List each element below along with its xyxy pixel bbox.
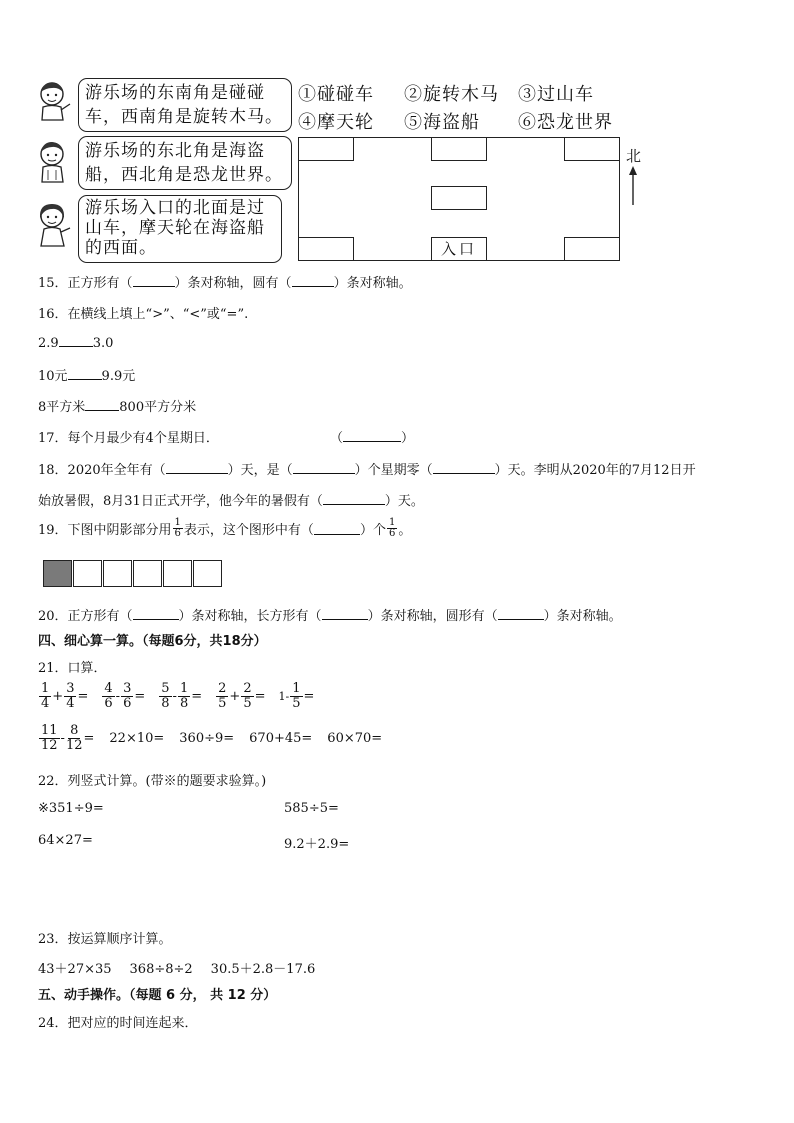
q23-expr-3: 30.5＋2.8－17.6 bbox=[210, 962, 316, 977]
q16-r1-left: 2.9 bbox=[38, 336, 59, 351]
q19-text-b: 表示，这个图形中有（ bbox=[183, 523, 314, 538]
boy-1-icon bbox=[41, 83, 70, 120]
q18-text-e: 始放暑假，8月31日正式开学，他今年的暑假有（ bbox=[38, 494, 323, 509]
q21-item-7: 22×10= bbox=[109, 731, 165, 746]
map-slot-northeast bbox=[564, 138, 619, 161]
question-21-title: 21．口算． bbox=[38, 661, 107, 676]
question-18-line1 bbox=[38, 459, 696, 478]
q18-text-b: ）天，是（ bbox=[227, 463, 293, 478]
option-2: ②旋转木马 bbox=[404, 84, 499, 105]
q21-row-2 bbox=[38, 724, 382, 753]
q21-row-1 bbox=[38, 682, 314, 711]
q18-text-f: ）天。 bbox=[384, 494, 424, 509]
q16-r2-left: 10元 bbox=[38, 369, 68, 384]
option-5: ⑤海盗船 bbox=[404, 112, 480, 133]
q18-blank-1[interactable] bbox=[166, 461, 228, 474]
shaded-strip bbox=[43, 560, 225, 587]
bubble-1-line1: 游乐场的东南角是碰碰 bbox=[85, 83, 265, 103]
q22-item-c: 64×27= bbox=[38, 833, 93, 848]
strip-cell bbox=[103, 560, 132, 587]
q18-blank-3[interactable] bbox=[433, 461, 495, 474]
strip-cell-shaded bbox=[43, 560, 72, 587]
speech-bubble-2 bbox=[78, 136, 292, 190]
question-18-line2 bbox=[38, 490, 424, 509]
bubble-3-line3: 的西面。 bbox=[85, 238, 157, 258]
q15-blank-1[interactable] bbox=[133, 274, 175, 287]
map-slot-southeast bbox=[564, 237, 619, 260]
q19-text-d: 。 bbox=[398, 523, 412, 538]
question-20 bbox=[38, 605, 622, 624]
q21-item-6: 11 12 - $\frac{8}{12}$ = bbox=[41, 723, 95, 753]
section-5-heading: 五、动手操作。（每题 6 分， 共 12 分） bbox=[38, 988, 277, 1003]
q21-item-4: 2 5 + $\frac{2}{5}$ = bbox=[218, 681, 266, 711]
q18-blank-4[interactable] bbox=[323, 492, 385, 505]
q21-item-5: 1- $\frac{1}{5}$ = bbox=[278, 681, 315, 711]
q17-text: 17．每个月最少有4个星期日． bbox=[38, 431, 219, 446]
question-17 bbox=[38, 427, 418, 446]
strip-cell bbox=[133, 560, 162, 587]
q19-blank[interactable] bbox=[314, 522, 360, 535]
option-6: ⑥恐龙世界 bbox=[518, 112, 613, 133]
q16-r2-blank[interactable] bbox=[68, 367, 102, 380]
q16-r1-blank[interactable] bbox=[59, 334, 93, 347]
map-entrance: 入口 bbox=[431, 237, 487, 260]
q15-text-a: 15．正方形有（ bbox=[38, 276, 133, 291]
option-1: ①碰碰车 bbox=[298, 84, 374, 105]
question-22-title: 22．列竖式计算。(带※的题要求验算。) bbox=[38, 774, 267, 789]
children-illustration bbox=[34, 80, 74, 260]
q19-fraction-1: 1 6 bbox=[174, 517, 181, 539]
q22-item-a: ※351÷9= bbox=[38, 801, 104, 816]
q19-text-a: 19．下图中阴影部分用 bbox=[38, 523, 172, 538]
q19-fraction-2: 1 6 bbox=[388, 517, 396, 539]
north-arrow-icon bbox=[627, 165, 639, 207]
question-19 bbox=[38, 518, 411, 539]
q20-blank-2[interactable] bbox=[322, 607, 368, 620]
strip-cell bbox=[73, 560, 102, 587]
boy-2-icon bbox=[41, 142, 63, 182]
option-3: ③过山车 bbox=[518, 84, 594, 105]
speech-bubble-3 bbox=[78, 195, 282, 263]
q23-exprs bbox=[38, 958, 315, 977]
strip-cell bbox=[193, 560, 222, 587]
q18-text-a: 18．2020年全年有（ bbox=[38, 463, 166, 478]
q20-text-a: 20．正方形有（ bbox=[38, 609, 133, 624]
amusement-park-map bbox=[298, 137, 620, 261]
q16-row-1 bbox=[38, 334, 113, 351]
q23-expr-1: 43＋27×35 bbox=[38, 962, 112, 977]
map-slot-north bbox=[431, 138, 487, 161]
q16-r3-right: 800平方分米 bbox=[119, 400, 197, 415]
strip-cell bbox=[163, 560, 192, 587]
option-4: ④摩天轮 bbox=[298, 112, 374, 133]
map-slot-center bbox=[431, 186, 487, 210]
question-15 bbox=[38, 272, 412, 291]
q21-item-3: 5 8 - $\frac{1}{8}$ = bbox=[161, 681, 203, 711]
map-slot-northwest bbox=[299, 138, 354, 161]
q21-item-9: 670+45= bbox=[249, 731, 313, 746]
bubble-2-line2: 船，西北角是恐龙世界。 bbox=[85, 165, 283, 185]
q16-row-2 bbox=[38, 365, 135, 384]
bubble-3-line2: 山车，摩天轮在海盗船 bbox=[85, 218, 265, 238]
q17-answer[interactable]: （ ） bbox=[330, 431, 415, 446]
question-23-title: 23．按运算顺序计算。 bbox=[38, 932, 172, 947]
speech-bubble-1 bbox=[78, 78, 292, 132]
q21-item-2: 4 6 - $\frac{3}{6}$ = bbox=[104, 681, 146, 711]
bubble-3-line1: 游乐场入口的北面是过 bbox=[85, 198, 265, 218]
question-24: 24．把对应的时间连起来． bbox=[38, 1016, 198, 1031]
q22-item-b: 585÷5= bbox=[284, 801, 339, 816]
bubble-1-line2: 车，西南角是旋转木马。 bbox=[85, 107, 283, 127]
q15-text-c: ）条对称轴。 bbox=[333, 276, 412, 291]
q16-r2-right: 9.9元 bbox=[101, 369, 136, 384]
q21-item-8: 360÷9= bbox=[179, 731, 235, 746]
q20-text-c: ）条对称轴，圆形有（ bbox=[367, 609, 498, 624]
q15-blank-2[interactable] bbox=[292, 274, 334, 287]
q20-blank-3[interactable] bbox=[498, 607, 544, 620]
q16-r1-right: 3.0 bbox=[92, 336, 114, 351]
q22-item-d: 9.2＋2.9= bbox=[284, 837, 350, 852]
question-16: 16．在横线上填上“>”、“<”或“=”. bbox=[38, 307, 249, 322]
q21-item-10: 60×70= bbox=[327, 731, 383, 746]
bubble-2-line1: 游乐场的东北角是海盗 bbox=[85, 141, 265, 161]
map-slot-southwest bbox=[299, 237, 354, 260]
q18-text-d: ）天。李明从2020年的7月12日开 bbox=[494, 463, 696, 478]
q16-r3-blank[interactable] bbox=[85, 398, 119, 411]
q21-item-1: 1 4 + $\frac{3}{4}$ = bbox=[41, 681, 89, 711]
girl-icon bbox=[40, 204, 70, 246]
q15-text-b: ）条对称轴，圆有（ bbox=[174, 276, 292, 291]
q16-row-3 bbox=[38, 396, 196, 415]
q20-text-b: ）条对称轴，长方形有（ bbox=[178, 609, 322, 624]
section-4-heading: 四、细心算一算。（每题6分，共18分） bbox=[38, 634, 267, 649]
north-label: 北 bbox=[626, 147, 642, 165]
q16-r3-left: 8平方米 bbox=[38, 400, 86, 415]
q18-text-c: ）个星期零（ bbox=[354, 463, 433, 478]
q18-blank-2[interactable] bbox=[293, 461, 355, 474]
q19-text-c: ）个 bbox=[359, 523, 386, 538]
q20-text-d: ）条对称轴。 bbox=[543, 609, 622, 624]
q20-blank-1[interactable] bbox=[133, 607, 179, 620]
q23-expr-2: 368÷8÷2 bbox=[129, 962, 193, 977]
